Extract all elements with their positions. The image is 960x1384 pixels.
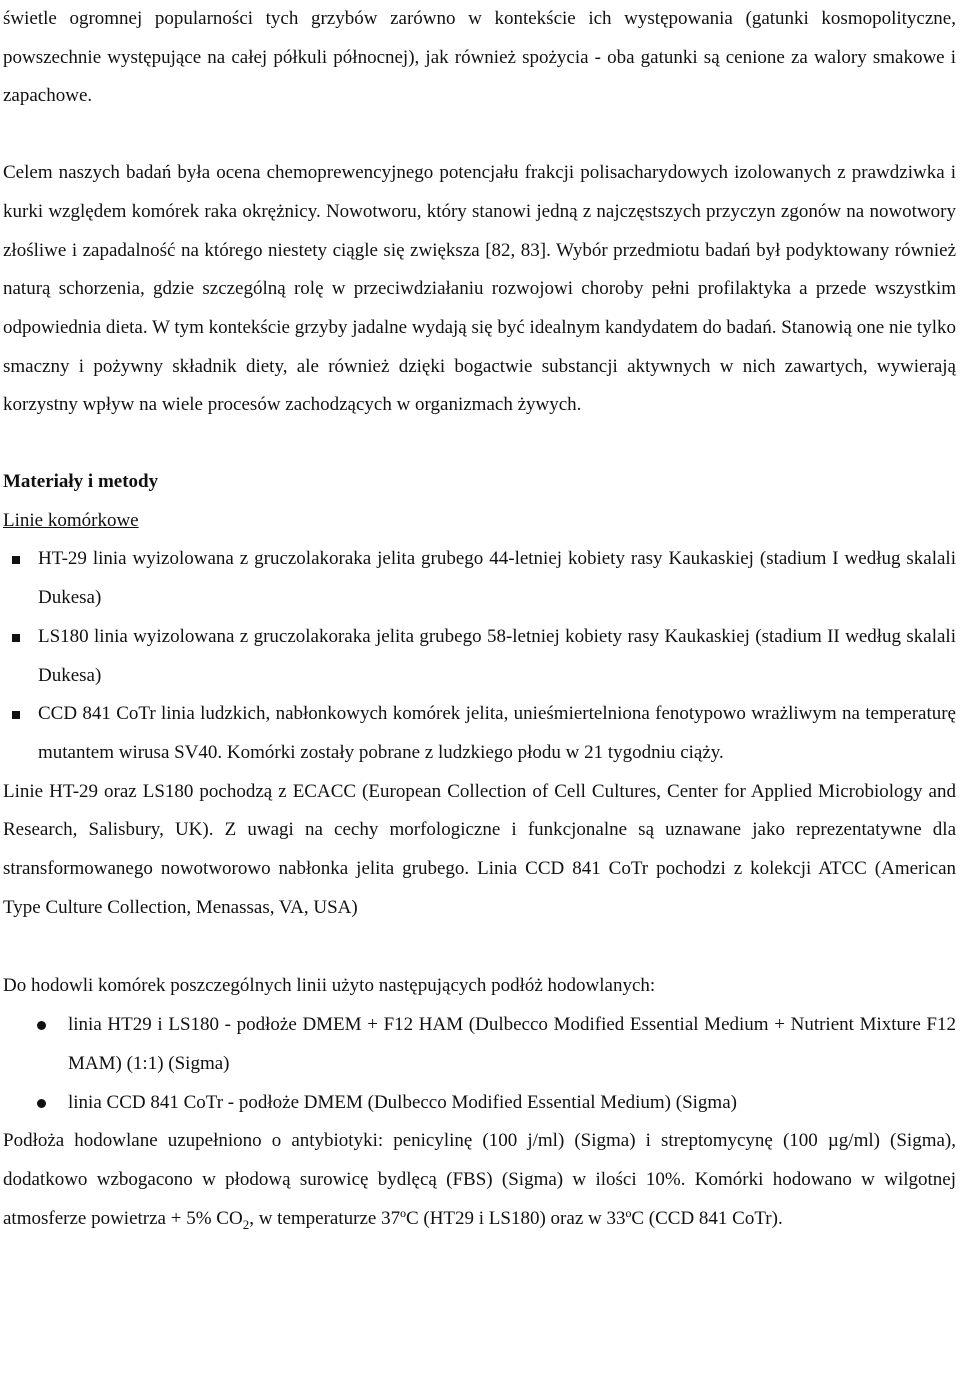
methods-heading: Materiały i metody: [3, 471, 159, 493]
intro-paragraph: świetle ogromnej popularności tych grzybów zarówno w kontekście ich występowania (gatunki kosmopolityczne, powszechnie występujące na całej półkuli północnej), jak również spożycia - oba gatunki są cenione za walory smakowe i zapachowe.: [3, 8, 956, 107]
spacer: [3, 425, 956, 463]
spacer: [3, 927, 956, 967]
list-item: [3, 1006, 956, 1083]
list-item-text: linia HT29 i LS180 - podłoże DMEM + F12 HAM (Dulbecco Modified Essential Medium + Nutrient Mixture F12 MAM) (1:1) (Sigma): [68, 1014, 956, 1074]
round-bullet-icon: [37, 1099, 46, 1108]
spacer: [3, 116, 956, 154]
square-bullet-icon: [12, 634, 20, 642]
square-bullet-icon: [12, 711, 20, 719]
media-intro: Do hodowli komórek poszczególnych linii użyto następujących podłóż hodowlanych:: [3, 975, 656, 997]
origin-paragraph: Linie HT-29 oraz LS180 pochodzą z ECACC (European Collection of Cell Cultures, Center for Applied Microbiology and Research, Salisbury, UK). Z uwagi na cechy morfologiczne i funkcjonalne są uznawane jako reprezentatywne dla stransformowanego nowotworowo nabłonka jelita grubego. Linia CCD 841 CoTr pochodzi z kolekcji ATCC (American Type Culture Collection, Menassas, VA, USA): [3, 780, 956, 918]
list-item: [3, 695, 956, 772]
list-item-text: linia CCD 841 CoTr - podłoże DMEM (Dulbecco Modified Essential Medium) (Sigma): [68, 1091, 737, 1113]
media-list: [3, 1006, 956, 1122]
supplement-text-end: , w temperaturze 37ºC (HT29 i LS180) oraz w 33ºC (CCD 841 CoTr).: [249, 1207, 783, 1229]
supplement-paragraph: [3, 1122, 956, 1238]
list-item-text: LS180 linia wyizolowana z gruczolakoraka jelita grubego 58-letniej kobiety rasy Kaukaskiej (stadium II według skalali Dukesa): [38, 625, 956, 686]
round-bullet-icon: [37, 1021, 46, 1030]
aim-paragraph: Celem naszych badań była ocena chemoprewencyjnego potencjału frakcji polisacharydowych izolowanych z prawdziwka i kurki względem komórek raka okrężnicy. Nowotworu, który stanowi jedną z najczęstszych przyczyn zgonów na nowotwory złośliwe i zapadalność na którego niestety ciągle się zwiększa [82, 83]. Wybór przedmiotu badań był podyktowany również naturą schorzenia, gdzie szczególną rolę w przeciwdziałaniu rozwojowi choroby pełni profilaktyka a przede wszystkim odpowiednia dieta. W tym kontekście grzyby jadalne wydają się być idealnym kandydatem do badań. Stanowią one nie tylko smaczny i pożywny składnik diety, ale również dzięki bogactwie substancji aktywnych w nich zawartych, wywierają korzystny wpływ na wiele procesów zachodzących w organizmach żywych.: [3, 162, 956, 416]
square-bullet-icon: [12, 556, 20, 564]
subscript-two: 2: [242, 1216, 250, 1232]
cell-lines-heading: Linie komórkowe: [3, 509, 139, 531]
list-item: [3, 1084, 956, 1123]
supplement-text-start: Podłoża hodowlane uzupełniono o antybiotyki: penicylinę (100 j/ml) (Sigma) i streptomycynę (100 µg/ml) (Sigma), dodatkowo wzbogacono w płodową surowicę bydlęcą (FBS) (Sigma) w ilości 10%. Komórki hodowano w wilgotnej atmosferze powietrza + 5% CO: [3, 1130, 956, 1229]
list-item: [3, 618, 956, 695]
cell-lines-list: [3, 540, 956, 772]
list-item: [3, 540, 956, 617]
list-item-text: HT-29 linia wyizolowana z gruczolakoraka jelita grubego 44-letniej kobiety rasy Kaukaskiej (stadium I według skalali Dukesa): [38, 548, 956, 609]
list-item-text: CCD 841 CoTr linia ludzkich, nabłonkowych komórek jelita, unieśmiertelniona fenotypowo wrażliwym na temperaturę mutantem wirusa SV40. Komórki zostały pobrane z ludzkiego płodu w 21 tygodniu ciąży.: [38, 703, 956, 763]
